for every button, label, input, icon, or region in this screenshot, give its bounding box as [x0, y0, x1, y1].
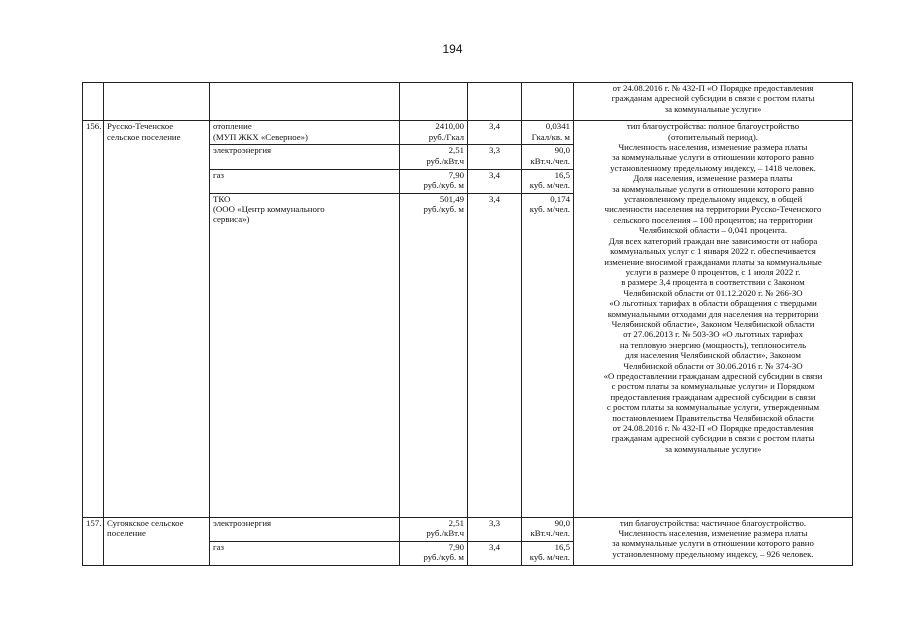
continuation-note: от 24.08.2016 г. № 432-П «О Порядке предоставления гражданам адресной субсидии в связи с ростом платы за коммунальные услуги» — [574, 83, 853, 121]
row-number: 156. — [83, 121, 104, 517]
service-name: ТКО (ООО «Центр коммунального сервиса») — [210, 193, 400, 517]
tariff-cell: 2,51 руб./кВт.ч — [400, 517, 468, 541]
tariff-cell: 2410,00 руб./Гкал — [400, 121, 468, 145]
index-cell: 3,3 — [468, 517, 522, 541]
tariff-cell: 501,49 руб./куб. м — [400, 193, 468, 517]
service-name: газ — [210, 541, 400, 565]
service-name: газ — [210, 169, 400, 193]
index-cell: 3,4 — [468, 169, 522, 193]
row-note: тип благоустройства: частичное благоустройство. Численность населения, изменение размера платы за коммунальные услуги в отношении которого равно установленному предельному индексу, – 926 человек. — [574, 517, 853, 565]
index-cell: 3,4 — [468, 193, 522, 517]
tariff-table — [82, 82, 853, 566]
page-number: 194 — [442, 42, 463, 56]
table-row — [83, 517, 853, 541]
table-row — [83, 121, 853, 145]
norm-cell: 90,0 кВт.ч./чел. — [522, 517, 574, 541]
index-cell: 3,4 — [468, 121, 522, 145]
service-name: электроэнергия — [210, 145, 400, 169]
continuation-row — [83, 83, 853, 121]
norm-cell: 16,5 куб. м/чел. — [522, 169, 574, 193]
service-name: отопление (МУП ЖКХ «Северное») — [210, 121, 400, 145]
row-number: 157. — [83, 517, 104, 565]
row-note: тип благоустройства: полное благоустройство (отопительный период). Численность населения, изменение размера платы за коммунальные услуги в отношении которого равно установленному предельному индексу, – 1418 человек. Доля населения, изменение размера платы за коммунальные услуги в отношении которого равно установленному предельному индексу, в общей численности населения на территории Русско-Теченского сельского поселения – 100 процентов; на территории Челябинской области – 0,041 процента. Для всех категорий граждан вне зависимости от набора коммунальных услуг с 1 января 2022 г. обеспечивается изменение вносимой гражданами платы за коммунальные услуги в размере 0 процентов, с 1 июля 2022 г. в размере 3,4 процента в соответствии с Законом Челябинской области от 01.12.2020 г. № 266-ЗО «О льготных тарифах в области обращения с твердыми коммунальными отходами для населения на территории Челябинской области», Законом Челябинской области от 27.06.2013 г. № 503-ЗО «О льготных тарифах на тепловую энергию (мощность), теплоноситель для населения Челябинской области», Законом Челябинской области от 30.06.2016 г. № 374-ЗО «О предоставлении гражданам адресной субсидии в связи с ростом платы за коммунальные услуги» и Порядком предоставления гражданам адресной субсидии в связи с ростом платы за коммунальные услуги, утвержденным постановлением Правительства Челябинской области от 24.08.2016 г. № 432-П «О Порядке предоставления гражданам адресной субсидии в связи с ростом платы за коммунальные услуги» — [574, 121, 853, 517]
settlement-name: Сугоякское сельское поселение — [104, 517, 210, 565]
index-cell: 3,3 — [468, 145, 522, 169]
cell-empty — [468, 83, 522, 121]
norm-cell: 90,0 кВт.ч./чел. — [522, 145, 574, 169]
tariff-cell: 2,51 руб./кВт.ч — [400, 145, 468, 169]
settlement-name: Русско-Теченское сельское поселение — [104, 121, 210, 517]
cell-empty — [83, 83, 104, 121]
cell-empty — [104, 83, 210, 121]
index-cell: 3,4 — [468, 541, 522, 565]
tariff-cell: 7,90 руб./куб. м — [400, 169, 468, 193]
norm-cell: 0,174 куб. м/чел. — [522, 193, 574, 517]
cell-empty — [400, 83, 468, 121]
cell-empty — [522, 83, 574, 121]
norm-cell: 16,5 куб. м/чел. — [522, 541, 574, 565]
service-name: электроэнергия — [210, 517, 400, 541]
cell-empty — [210, 83, 400, 121]
tariff-cell: 7,90 руб./куб. м — [400, 541, 468, 565]
norm-cell: 0,0341 Гкал/кв. м — [522, 121, 574, 145]
